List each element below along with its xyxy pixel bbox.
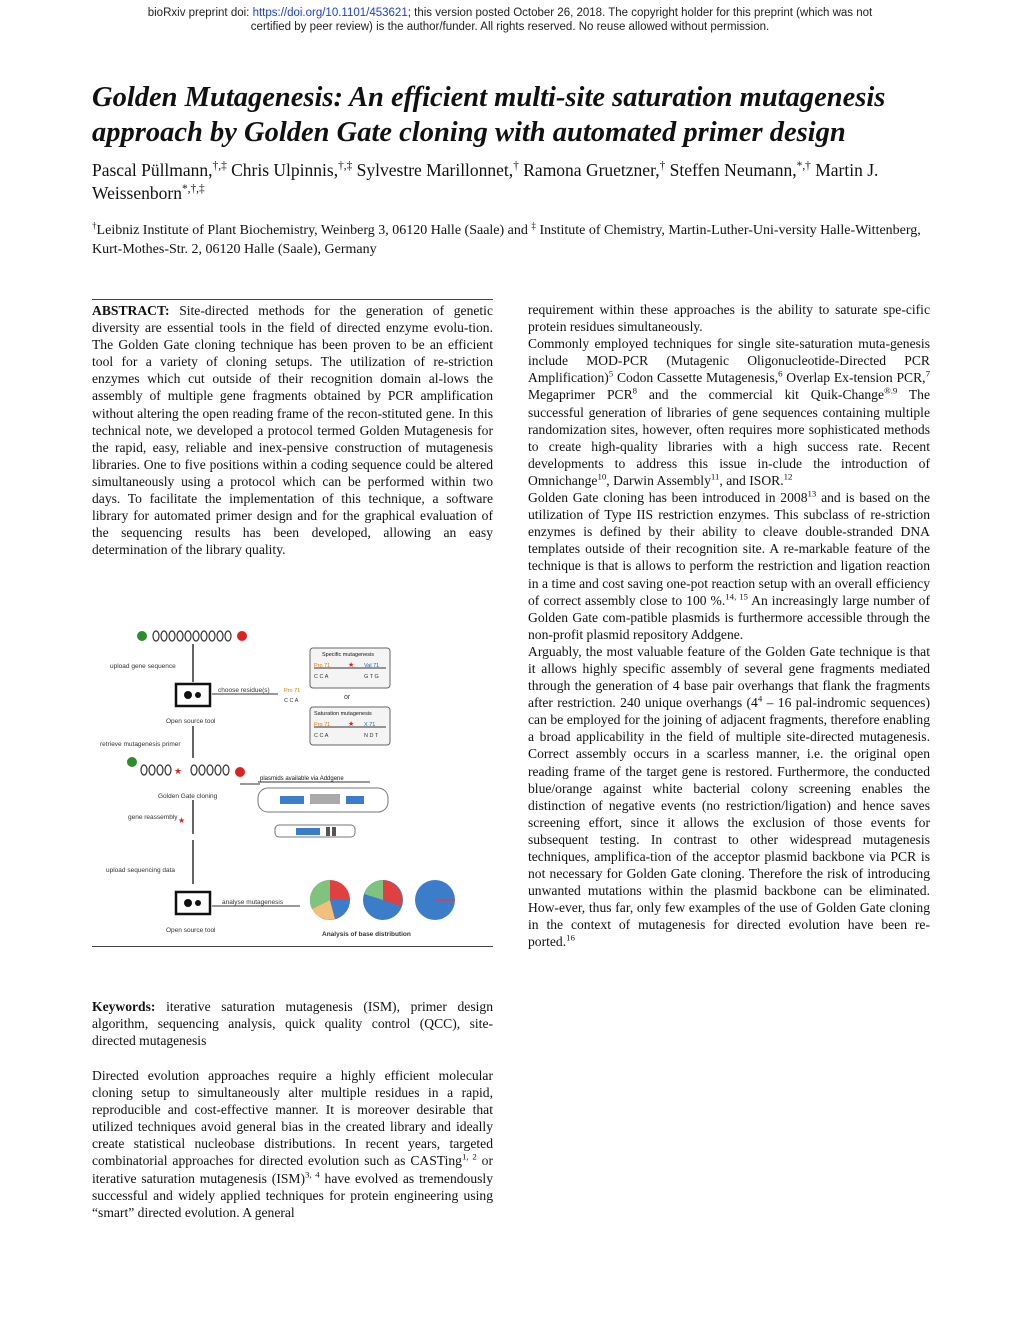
- citation: 6: [778, 368, 783, 379]
- author-mark: †: [513, 160, 519, 173]
- fig-retrieve-primer: retrieve mutagenesis primer: [100, 741, 181, 748]
- paragraph: requirement within these approaches is the ability to saturate spe-cific protein residues simultaneously.: [528, 302, 930, 335]
- citation: 7: [925, 368, 930, 379]
- citation: 10: [597, 471, 607, 482]
- doi-link[interactable]: https://doi.org/10.1101/453621: [252, 7, 408, 19]
- citation: 16: [566, 932, 575, 943]
- body-text: , Darwin Assembly: [606, 472, 711, 488]
- computer-icon: [176, 684, 210, 706]
- body-text: The successful generation of libraries of gene sequences containing multiple randomization sites, however, often requires more sophisticated methods to create high-quality libraries with a high success rate. Recent developments to address this issue in-clude the introduction of Omnichange: [528, 387, 930, 488]
- abstract-bottom-rule: [92, 946, 493, 947]
- fig-codon-cca: C C A: [284, 698, 299, 704]
- body-text: Commonly employed techniques for single site-saturation muta-genesis include MOD-PCR (Mutagenic Oligonucleotide-Directed PCR Amplification): [528, 336, 930, 386]
- pie-chart-2: [363, 880, 403, 920]
- banner-suffix: ; this version posted October 26, 2018. The copyright holder for this preprint (which was not: [407, 7, 873, 19]
- paragraph: [528, 335, 930, 489]
- fig-codon-gtg: G T G: [364, 674, 379, 680]
- fig-gene-reassembly: gene reassembly: [128, 814, 178, 821]
- author-name: Pascal Püllmann,: [92, 160, 213, 180]
- paper-title: Golden Mutagenesis: An efficient multi-site saturation mutagenesis approach by Golden Gate cloning with automated primer design: [92, 82, 886, 148]
- body-text: Megaprimer PCR: [528, 387, 633, 403]
- right-column: [528, 301, 930, 951]
- paragraph: [528, 643, 930, 951]
- abstract: [92, 302, 493, 558]
- abstract-label: ABSTRACT:: [92, 303, 170, 318]
- saturation-mutagenesis-panel: [310, 707, 390, 745]
- fig-codon-ndt: N D T: [364, 733, 379, 739]
- intro-text: or iterative saturation mutagenesis (ISM): [92, 1153, 493, 1186]
- keywords: [92, 998, 493, 1049]
- author-name: Chris Ulpinnis,: [226, 160, 339, 180]
- body-text: An increasingly large number of Golden Gate com-patible plasmids is furthermore accessible through the non-profit plasmid repository Addgene.: [528, 592, 931, 642]
- fig-val71: Val 71: [364, 663, 380, 669]
- fig-pro71-c: Pro 71: [314, 722, 331, 728]
- affil-mark: ‡: [531, 220, 536, 231]
- fig-codon-cca-b: C C A: [314, 674, 329, 680]
- citation: ®.9: [883, 385, 898, 396]
- svg-text:★: ★: [348, 721, 355, 728]
- intro-text: have evolved as tremendously successful and widely applied techniques for protein engineering using “smart” directed evolution. A general: [92, 1170, 493, 1220]
- body-text: , and ISOR.: [719, 472, 784, 488]
- author-name: Steffen Neumann,: [665, 160, 797, 180]
- pie-chart-3: [415, 880, 455, 920]
- specific-mutagenesis-panel: [310, 648, 390, 688]
- author-name: Martin J. Weissenborn: [92, 160, 879, 203]
- fig-open-source-1: Open source tool: [166, 718, 216, 725]
- fig-open-source-2: Open source tool: [166, 927, 216, 934]
- abstract-text: Site-directed methods for the generation of genetic diversity are essential tools in the field of directed enzyme evolu-tion. The Golden Gate cloning technique has been proven to be an efficient tool for a variety of cloning setups. The utilization of re-striction enzymes which cut outside of their recognition domain al-lows the assembly of multiple gene fragments obtained by PCR amplification without altering the open reading frame of the recon-stituted gene. In this technical note, we developed a protocol termed Golden Mutagenesis for the rapid, easy, reliable and inex-pensive construction of mutagenesis libraries. One to five positions within a coding sequence could be altered simultaneously using a protocol which can be performed within two days. To facilitate the implementation of this technique, a software library for automated primer design and for the graphical evaluation of the sequencing results has been developed, allowing an easy determination of the library quality.: [92, 303, 493, 558]
- fig-upload-seq: upload sequencing data: [106, 867, 176, 874]
- author-mark: †,‡: [338, 160, 353, 173]
- svg-text:★: ★: [174, 766, 183, 776]
- author-list: [92, 159, 942, 205]
- pie-chart-1: [310, 880, 350, 920]
- fig-analysis: Analysis of base distribution: [322, 931, 411, 938]
- body-text: and is based on the utilization of Type IIS restriction enzymes. This subclass of re-striction enzymes is defined by their ability to cleave double-stranded DNA templates outside of their recognition site. A re-markable feature of the technique is that is allows to perform the restriction and ligation reaction in a time and cost saving one-pot reaction setup with an overall efficiency of correct assembly close to 100 %.: [528, 490, 931, 608]
- affiliation: [92, 221, 930, 259]
- fig-pro71: Pro 71: [284, 688, 301, 694]
- intro-text: Directed evolution approaches require a highly efficient molecular cloning setup to simultaneously alter multiple residues in a rapid, reproducible and cost-effective manner. It is moreover desirable that utilized techniques avoid general bias in the created library and ideally create statistical nucleobase distributions. In recent years, targeted combinatorial approaches for directed evolution such as CASTing: [92, 1068, 493, 1169]
- citation: 5: [608, 368, 614, 379]
- fig-upload-gene: upload gene sequence: [110, 663, 176, 670]
- exponent: 4: [757, 693, 763, 704]
- citation: 11: [710, 471, 720, 482]
- gene-chain-2: [127, 757, 245, 777]
- author-name: Ramona Gruetzner,: [518, 160, 660, 180]
- fig-golden-gate: Golden Gate cloning: [158, 793, 218, 800]
- intro-paragraph: [92, 1067, 493, 1221]
- fig-analyse: analyse mutagenesis: [222, 899, 284, 906]
- plasmids-panel: [258, 776, 388, 837]
- svg-text:★: ★: [348, 662, 355, 669]
- preprint-banner: [40, 6, 980, 34]
- svg-text:★: ★: [178, 816, 186, 825]
- computer-icon-2: [176, 892, 210, 914]
- affil-mark: †: [92, 220, 97, 231]
- affil-text: Institute of Chemistry, Martin-Luther-Uni-versity Halle-Wittenberg, Kurt-Mothes-Str. 2, 06120 Halle (Saale), Germany: [92, 223, 921, 257]
- citation: 3, 4: [305, 1169, 320, 1180]
- body-text: Overlap Ex-tension PCR,: [782, 370, 926, 386]
- body-text: Codon Cassette Mutagenesis,: [613, 370, 779, 386]
- fig-plasmids: plasmids available via Addgene: [260, 776, 344, 782]
- citation: 13: [807, 488, 817, 499]
- fig-sat-title: Saturation mutagenesis: [314, 711, 372, 717]
- fig-specific-title: Specific mutagenesis: [322, 652, 374, 658]
- body-text: – 16 pal-indromic sequences) can be employed for the joining of adjacent fragments, therefore enabling a broad applicability in the field of multiple site-directed mutagenesis. Correct assembly occurs in a scarless manner, i.e. the original open reading frame of the target gene is restored. Furthermore, the conducted blue/orange against white bacterial colony screening enables the distinction of negative events (no restriction/ligation) and hence saves screening effort, since it allows the exclusion of those events for subsequent testing. In contrast to other widespread mutagenesis techniques, amplifica-tion of the acceptor plasmid backbone via PCR is not necessary for Golden Gate cloning. Therefore the risk of introducing unwanted mutations within the plasmid backbone can be eliminated. How-ever, thus far, only few examples of the use of Golden Gate cloning in the context of mutagenesis for directed evolution have been re-ported.: [528, 695, 930, 950]
- body-text: Golden Gate cloning has been introduced in 2008: [528, 490, 808, 506]
- citation: 14, 15: [725, 591, 748, 602]
- citation: 12: [783, 471, 793, 482]
- fig-pro71-b: Pro 71: [314, 663, 331, 669]
- abstract-top-rule: [92, 299, 493, 300]
- body-text: Arguably, the most valuable feature of the Golden Gate technique is that it allows highly specific assembly of several gene fragments mediated through the generation of 4 base pair overhangs that flank the fragments after restriction. 240 unique overhangs (4: [528, 643, 930, 711]
- keywords-text: iterative saturation mutagenesis (ISM), primer design algorithm, sequencing analysis, quick quality control (QCC), site-directed mutagenesis: [92, 999, 493, 1049]
- body-text: and the commercial kit Quik-Change: [637, 387, 884, 403]
- citation: 8: [632, 385, 638, 396]
- fig-or: or: [344, 694, 351, 701]
- banner-line2: certified by peer review) is the author/funder. All rights reserved. No reuse allowed without permission.: [250, 21, 770, 33]
- keywords-label: Keywords:: [92, 999, 156, 1014]
- author-mark: †,‡: [212, 160, 227, 173]
- fig-choose-residues: choose residue(s): [218, 687, 270, 694]
- author-mark: †: [659, 160, 666, 173]
- author-name: Sylvestre Marillonnet,: [352, 160, 514, 180]
- affil-text: Leibniz Institute of Plant Biochemistry, Weinberg 3, 06120 Halle (Saale) and: [96, 223, 532, 238]
- banner-prefix: bioRxiv preprint doi:: [147, 7, 253, 19]
- fig-x71: X 71: [364, 722, 376, 728]
- author-mark: *,†,‡: [181, 183, 205, 196]
- graphical-abstract-figure: [100, 622, 485, 947]
- paragraph: [528, 489, 930, 643]
- fig-codon-cca-c: C C A: [314, 733, 329, 739]
- citation: 1, 2: [461, 1151, 477, 1162]
- author-mark: *,†: [796, 160, 811, 173]
- gene-chain-1: [137, 631, 247, 641]
